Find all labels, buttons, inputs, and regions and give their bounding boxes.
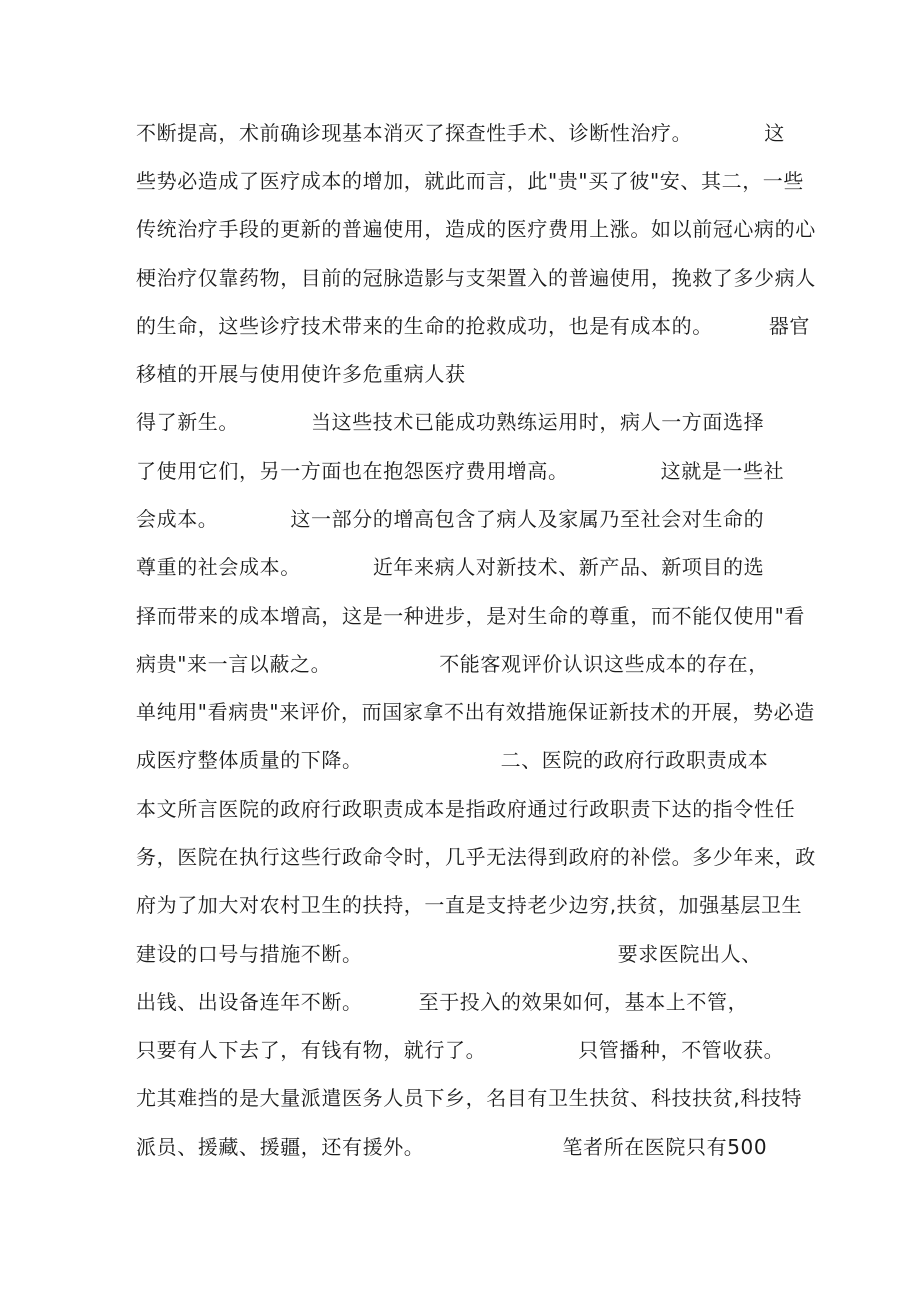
text-segment: 只管播种，不管收获。 — [578, 1038, 785, 1062]
text-line-22 — [136, 1135, 767, 1159]
text-segment: 建设的口号与措施不断。 — [136, 942, 363, 966]
text-segment: 得了新生。 — [136, 410, 239, 434]
text-segment: 只要有人下去了，有钱有物，就行了。 — [136, 1038, 487, 1062]
text-segment: 近年来病人对新技术、新产品、新项目的选 — [372, 555, 765, 579]
text-line-18 — [136, 942, 762, 966]
text-segment: 会成本。 — [136, 507, 219, 531]
text-line-20 — [136, 1038, 784, 1062]
text-segment: 本文所言医院的政府行政职责成本是指政府通过行政职责下达的指令性任 — [136, 797, 796, 821]
text-segment: 这就是一些社 — [660, 459, 785, 483]
text-segment: 传统治疗手段的更新的普遍使用，造成的医疗费用上涨。如以前冠心病的心 — [136, 217, 816, 241]
text-segment: 笔者所在医院只有500 — [562, 1135, 768, 1159]
text-line-21 — [136, 1086, 802, 1110]
text-line-19 — [136, 990, 748, 1014]
text-segment: 当这些技术已能成功熟练运用时，病人一方面选择 — [311, 410, 765, 434]
text-line-16 — [136, 845, 816, 869]
text-segment: 的生命，这些诊疗技术带来的生命的抢救成功，也是有成本的。 — [136, 314, 713, 338]
text-segment: 梗治疗仅靠药物，目前的冠脉造影与支架置入的普遍使用，挽救了多少病人 — [136, 266, 816, 290]
text-segment: 了使用它们，另一方面也在抱怨医疗费用增高。 — [136, 459, 569, 483]
text-segment: 器官 — [768, 314, 811, 338]
text-segment: 择而带来的成本增高，这是一种进步，是对生命的尊重，而不能仅使用"看 — [136, 604, 805, 628]
text-line-17 — [136, 893, 802, 917]
text-line-1 — [136, 121, 785, 145]
text-segment: 务，医院在执行这些行政命令时，几乎无法得到政府的补偿。多少年来，政 — [136, 845, 816, 869]
text-segment: 府为了加大对农村卫生的扶持，一直是支持老少边穷,扶贫，加强基层卫生 — [136, 893, 803, 917]
text-line-8 — [136, 459, 784, 483]
text-segment: 不断提高，术前确诊现基本消灭了探查性手术、诊断性治疗。 — [136, 121, 693, 145]
text-segment: 单纯用"看病贵"来评价，而国家拿不出有效措施保证新技术的开展，势必造 — [136, 700, 815, 724]
text-segment: 二、医院的政府行政职责成本 — [500, 748, 769, 772]
text-segment: 病贵"来一言以蔽之。 — [136, 652, 332, 676]
text-line-2 — [136, 169, 804, 193]
text-segment: 移植的开展与使用使许多危重病人获 — [136, 362, 466, 386]
text-line-6 — [136, 362, 466, 386]
text-segment: 要求医院出人、 — [617, 942, 762, 966]
text-line-5 — [136, 314, 810, 338]
text-segment: 出钱、出设备连年不断。 — [136, 990, 363, 1014]
text-line-7 — [136, 410, 764, 434]
text-segment: 这一部分的增高包含了病人及家属乃至社会对生命的 — [290, 507, 765, 531]
text-line-9 — [136, 507, 764, 531]
text-segment: 这 — [764, 121, 785, 145]
text-segment: 至于投入的效果如何，基本上不管， — [418, 990, 749, 1014]
text-line-11 — [136, 604, 805, 628]
text-line-14 — [136, 748, 768, 772]
text-line-3 — [136, 217, 816, 241]
text-segment: 些势必造成了医疗成本的增加，就此而言，此"贵"买了彼"安、其二，一些 — [136, 169, 804, 193]
text-segment: 尤其难挡的是大量派遣医务人员下乡，名目有卫生扶贫、科技扶贫,科技特 — [136, 1086, 803, 1110]
text-segment: 派员、援藏、援疆，还有援外。 — [136, 1135, 425, 1159]
text-segment: 尊重的社会成本。 — [136, 555, 301, 579]
text-line-10 — [136, 555, 764, 579]
text-segment: 成医疗整体质量的下降。 — [136, 748, 363, 772]
text-line-13 — [136, 700, 815, 724]
text-line-4 — [136, 266, 816, 290]
text-line-12 — [136, 652, 769, 676]
text-line-15 — [136, 797, 795, 821]
text-segment: 不能客观评价认识这些成本的存在， — [439, 652, 769, 676]
